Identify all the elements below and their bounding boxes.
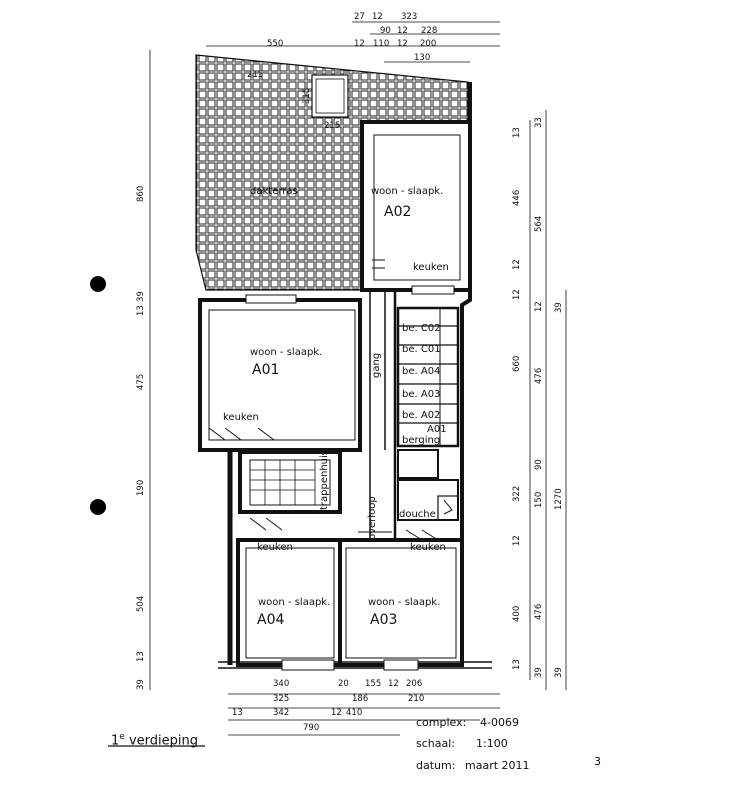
dim-bot-790: 790: [303, 723, 320, 733]
punch-hole-top: [90, 276, 106, 292]
dim-top-110: 110: [373, 39, 390, 49]
dim-far-39b: 39: [554, 667, 564, 678]
dim-top-27: 27: [354, 12, 365, 22]
dim-left-504: 504: [136, 595, 146, 612]
dim-left-13a: 13: [136, 305, 146, 316]
dim-right-12b: 12: [512, 289, 522, 300]
date-value: maart 2011: [465, 759, 530, 772]
storage-a04: be. A04: [402, 366, 441, 377]
dim-bot-210: 210: [408, 694, 425, 704]
label-a02-code: A02: [384, 204, 412, 220]
dim-right-446: 446: [512, 189, 522, 206]
scale-value: 1:100: [476, 737, 508, 750]
dim-bot-410: 410: [346, 708, 363, 718]
dim-bot-186: 186: [352, 694, 369, 704]
dim-bot-206: 206: [406, 679, 423, 689]
dim-bot-325: 325: [273, 694, 290, 704]
label-a03-room: woon - slaapk.: [368, 597, 441, 608]
dim-bot-342: 342: [273, 708, 290, 718]
dim-top-12a: 12: [372, 12, 383, 22]
floor-title: [111, 732, 198, 748]
punch-hole-bottom: [90, 499, 106, 515]
floor-number-sup: e: [119, 732, 125, 742]
label-a01-room: woon - slaapk.: [250, 347, 323, 358]
dim-left-39b: 39: [136, 679, 146, 690]
dim-mid-33: 33: [534, 117, 544, 128]
label-a04-room: woon - slaapk.: [258, 597, 331, 608]
storage-a03: be. A03: [402, 389, 441, 400]
dim-bot-12b: 12: [331, 708, 342, 718]
complex-label: complex:: [416, 716, 467, 729]
date-label: datum:: [416, 759, 456, 772]
label-dakterras: dakterras: [250, 186, 298, 197]
dim-top-323: 323: [401, 12, 418, 22]
berging-code: A01: [427, 424, 447, 435]
dim-top-550: 550: [267, 39, 284, 49]
dim-mid-90: 90: [534, 459, 544, 470]
dim-mid-150: 150: [534, 491, 544, 508]
label-a04-code: A04: [257, 612, 285, 628]
dim-right-322: 322: [512, 485, 522, 502]
dim-left-475: 475: [136, 373, 146, 390]
complex-value: 4-0069: [480, 716, 519, 729]
storage-c02: be. C02: [402, 323, 441, 334]
dim-mid-12: 12: [534, 301, 544, 312]
roof-terrace: [196, 55, 468, 290]
dim-bot-12a: 12: [388, 679, 399, 689]
dim-bot-340: 340: [273, 679, 290, 689]
dim-mid-476b: 476: [534, 603, 544, 620]
label-a04-kitchen: keuken: [257, 542, 293, 553]
storage-c01: be. C01: [402, 344, 441, 355]
label-a01-code: A01: [252, 362, 280, 378]
dim-top-12d: 12: [397, 39, 408, 49]
dim-left-13b: 13: [136, 651, 146, 662]
dim-left-39a: 39: [136, 291, 146, 302]
label-trappenhuis: trappenhuis: [319, 449, 330, 510]
dim-far-1270: 1270: [554, 488, 564, 510]
label-a02-kitchen: keuken: [413, 262, 449, 273]
dim-top-12b: 12: [397, 26, 408, 36]
dim-top-228: 228: [421, 26, 438, 36]
dim-bot-155: 155: [365, 679, 382, 689]
dim-terrace-315: 315: [302, 87, 312, 104]
dim-left-190: 190: [136, 479, 146, 496]
dim-right-400: 400: [512, 605, 522, 622]
scale-label: schaal:: [416, 737, 455, 750]
label-a03-kitchen: keuken: [410, 542, 446, 553]
dim-top-130: 130: [414, 53, 431, 63]
label-overloop: overloop: [367, 496, 378, 540]
label-a01-kitchen: keuken: [223, 412, 259, 423]
floor-number: 1: [111, 733, 120, 749]
label-gang: gang: [371, 352, 382, 378]
dim-right-12a: 12: [512, 259, 522, 270]
floor-name: verdieping: [124, 733, 198, 749]
dim-top-90: 90: [380, 26, 391, 36]
dim-right-12c: 12: [512, 535, 522, 546]
dim-top-12c: 12: [354, 39, 365, 49]
label-douche: douche: [399, 509, 436, 520]
dim-bot-20: 20: [338, 679, 349, 689]
dim-far-39a: 39: [554, 302, 564, 313]
label-a02-room: woon - slaapk.: [371, 186, 444, 197]
dim-bot-13: 13: [232, 708, 243, 718]
dim-right-660: 660: [512, 355, 522, 372]
page-number: 3: [594, 755, 601, 768]
dim-left-860: 860: [136, 185, 146, 202]
label-berging: berging: [402, 435, 441, 446]
storage-a02: be. A02: [402, 410, 441, 421]
dim-mid-476a: 476: [534, 367, 544, 384]
dim-mid-39: 39: [534, 667, 544, 678]
label-a03-code: A03: [370, 612, 398, 628]
dim-top-200: 200: [420, 39, 437, 49]
dim-terrace-215b: 215: [324, 121, 341, 131]
dim-terrace-215a: 215: [247, 70, 264, 80]
dim-right-13b: 13: [512, 659, 522, 670]
dim-right-13a: 13: [512, 127, 522, 138]
dim-mid-564: 564: [534, 215, 544, 232]
